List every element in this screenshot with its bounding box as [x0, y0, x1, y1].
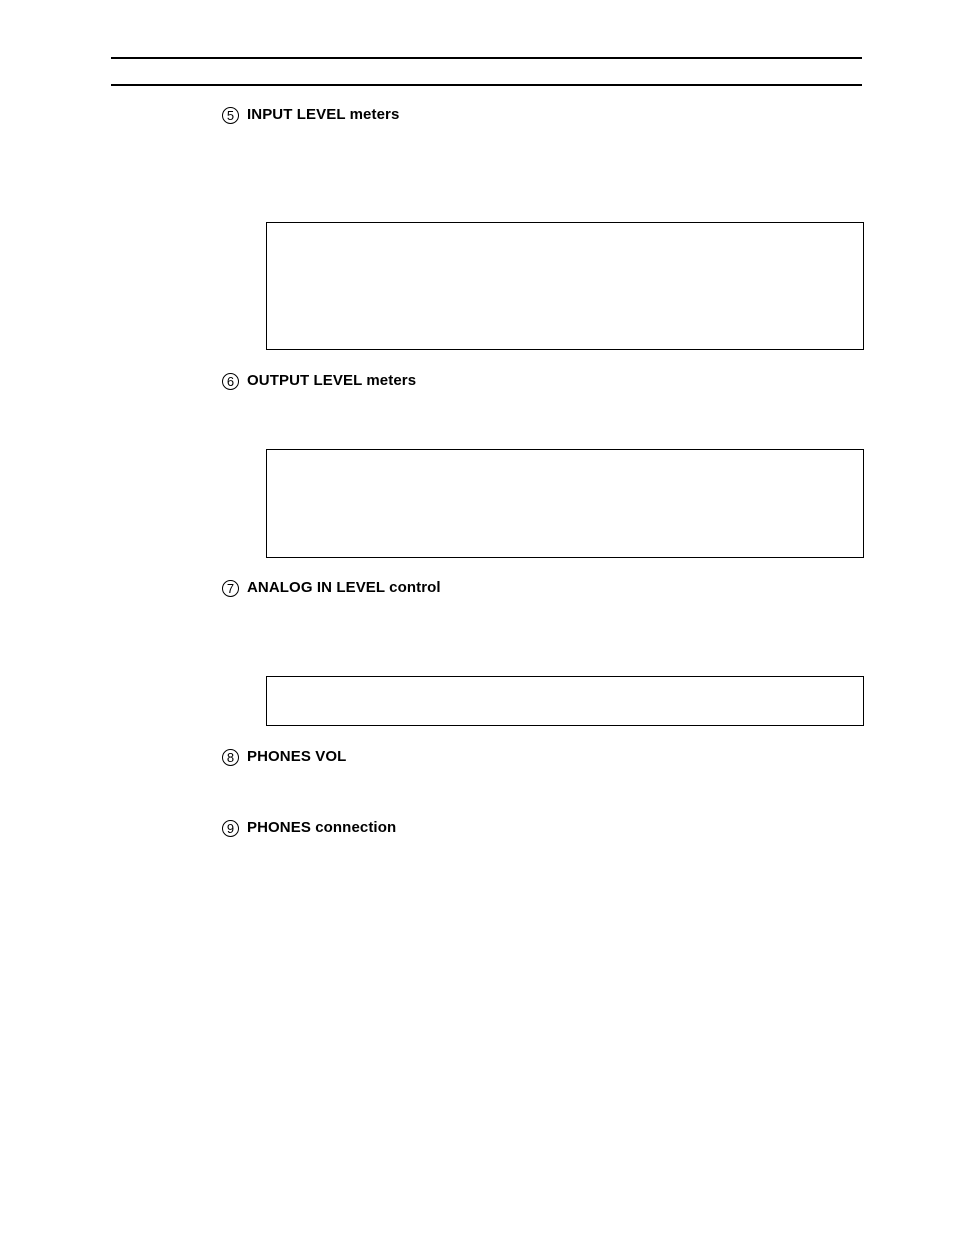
section-number-badge: 7 — [222, 580, 239, 597]
section-number-badge: 6 — [222, 373, 239, 390]
section-title: INPUT LEVEL meters — [247, 106, 400, 123]
note-box-analog-in-level — [266, 676, 864, 726]
section-heading-phones-connection — [222, 818, 396, 838]
section-number-badge: 8 — [222, 749, 239, 766]
header-rule-second — [111, 84, 862, 86]
section-heading-output-level-meters — [222, 371, 416, 391]
section-heading-phones-vol — [222, 747, 346, 767]
section-title: PHONES connection — [247, 819, 397, 836]
section-title: OUTPUT LEVEL meters — [247, 372, 417, 389]
section-title: ANALOG IN LEVEL control — [247, 579, 441, 596]
section-title: PHONES VOL — [247, 748, 347, 765]
section-number-badge: 5 — [222, 107, 239, 124]
note-box-output-level — [266, 449, 864, 558]
section-number-badge: 9 — [222, 820, 239, 837]
note-box-input-level — [266, 222, 864, 350]
section-heading-analog-in-level-control — [222, 578, 441, 598]
header-rule-top — [111, 57, 862, 59]
section-heading-input-level-meters — [222, 105, 399, 125]
